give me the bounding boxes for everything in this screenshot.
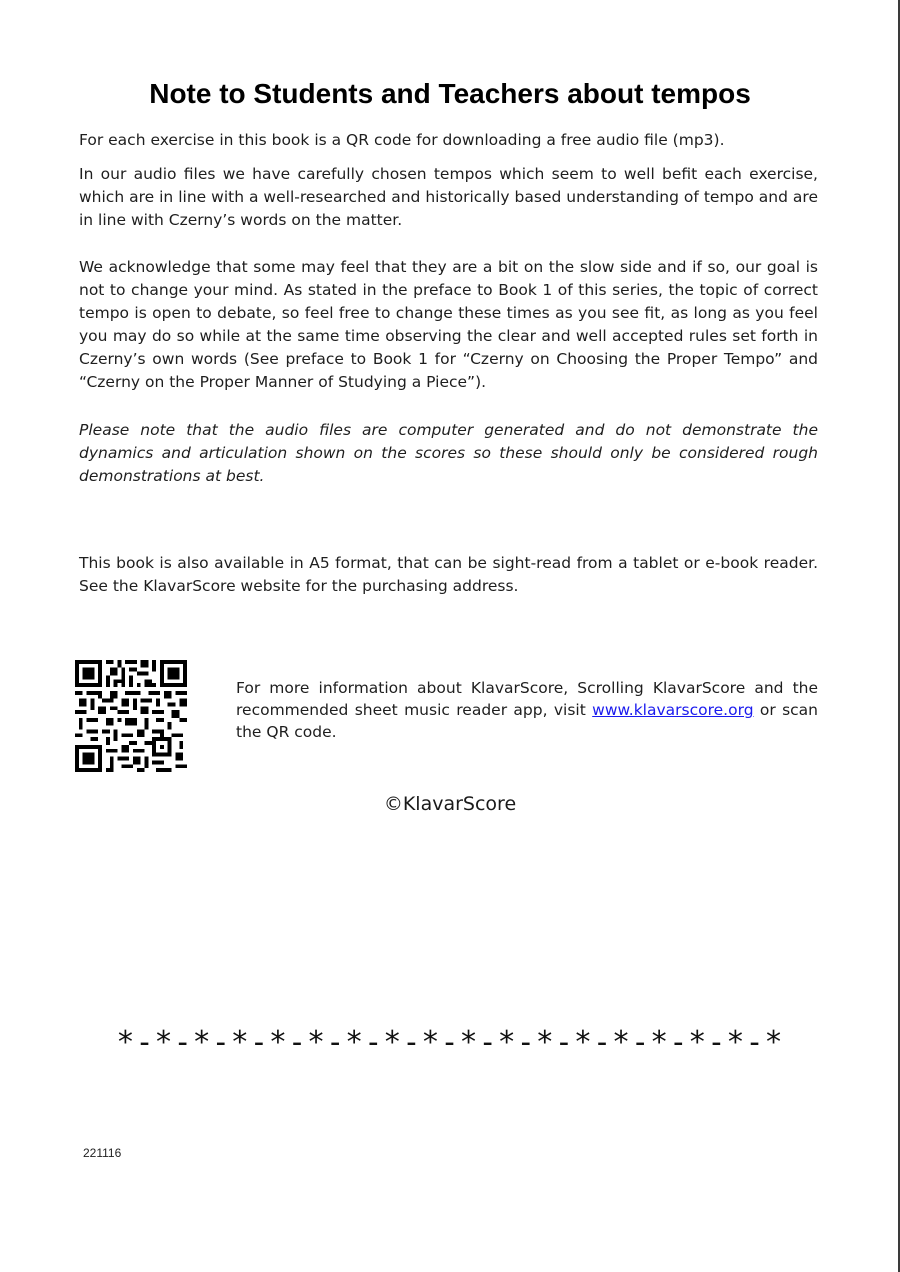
qr-caption-text-end: or scan the QR code. [236, 701, 819, 741]
paragraph-audio-note: Please note that the audio files are computer generated and do not demonstrate the dynamics and articulation shown on the scores so these should only be considered rough demonstrations at best. [79, 421, 818, 485]
page-title: Note to Students and Teachers about tempos [149, 78, 751, 109]
website-link[interactable]: www.klavarscore.org [592, 701, 754, 719]
qr-caption-text: For more information about KlavarScore, Scrolling KlavarScore and the recommended sheet music reader app, visit [236, 679, 818, 719]
copyright-notice: ©KlavarScore [383, 793, 517, 815]
paragraph-qr-intro: For each exercise in this book is a QR code for downloading a free audio file (mp3). [79, 131, 725, 149]
qr-caption [236, 677, 818, 743]
paragraph-tempo-debate: We acknowledge that some may feel that they are a bit on the slow side and if so, our goal is not to change your mind. As stated in the preface to Book 1 of this series, the topic of correct tempo is open to debate, so feel free to change these times as you see fit, as long as you feel you may do so while at the same time observing the clear and well accepted rules set forth in Czerny’s own words (See preface to Book 1 for “Czerny on Choosing the Proper Tempo” and “Czerny on the Proper Manner of Studying a Piece”). [79, 258, 818, 391]
paragraph-tempo-choice: In our audio files we have carefully chosen tempos which seem to well befit each exercise, which are in line with a well-researched and historically based understanding of tempo and are in line with Czerny’s words on the matter. [79, 165, 818, 229]
asterisk-divider: *-*-*-*-*-*-*-*-*-*-*-*-*-*-*-*-*-* [116, 1025, 784, 1060]
qr-code-icon[interactable] [75, 660, 187, 772]
document-number: 221116 [83, 1146, 122, 1160]
paragraph-a5-format: This book is also available in A5 format, that can be sight-read from a tablet or e-book reader. See the KlavarScore website for the purchasing address. [79, 554, 818, 595]
